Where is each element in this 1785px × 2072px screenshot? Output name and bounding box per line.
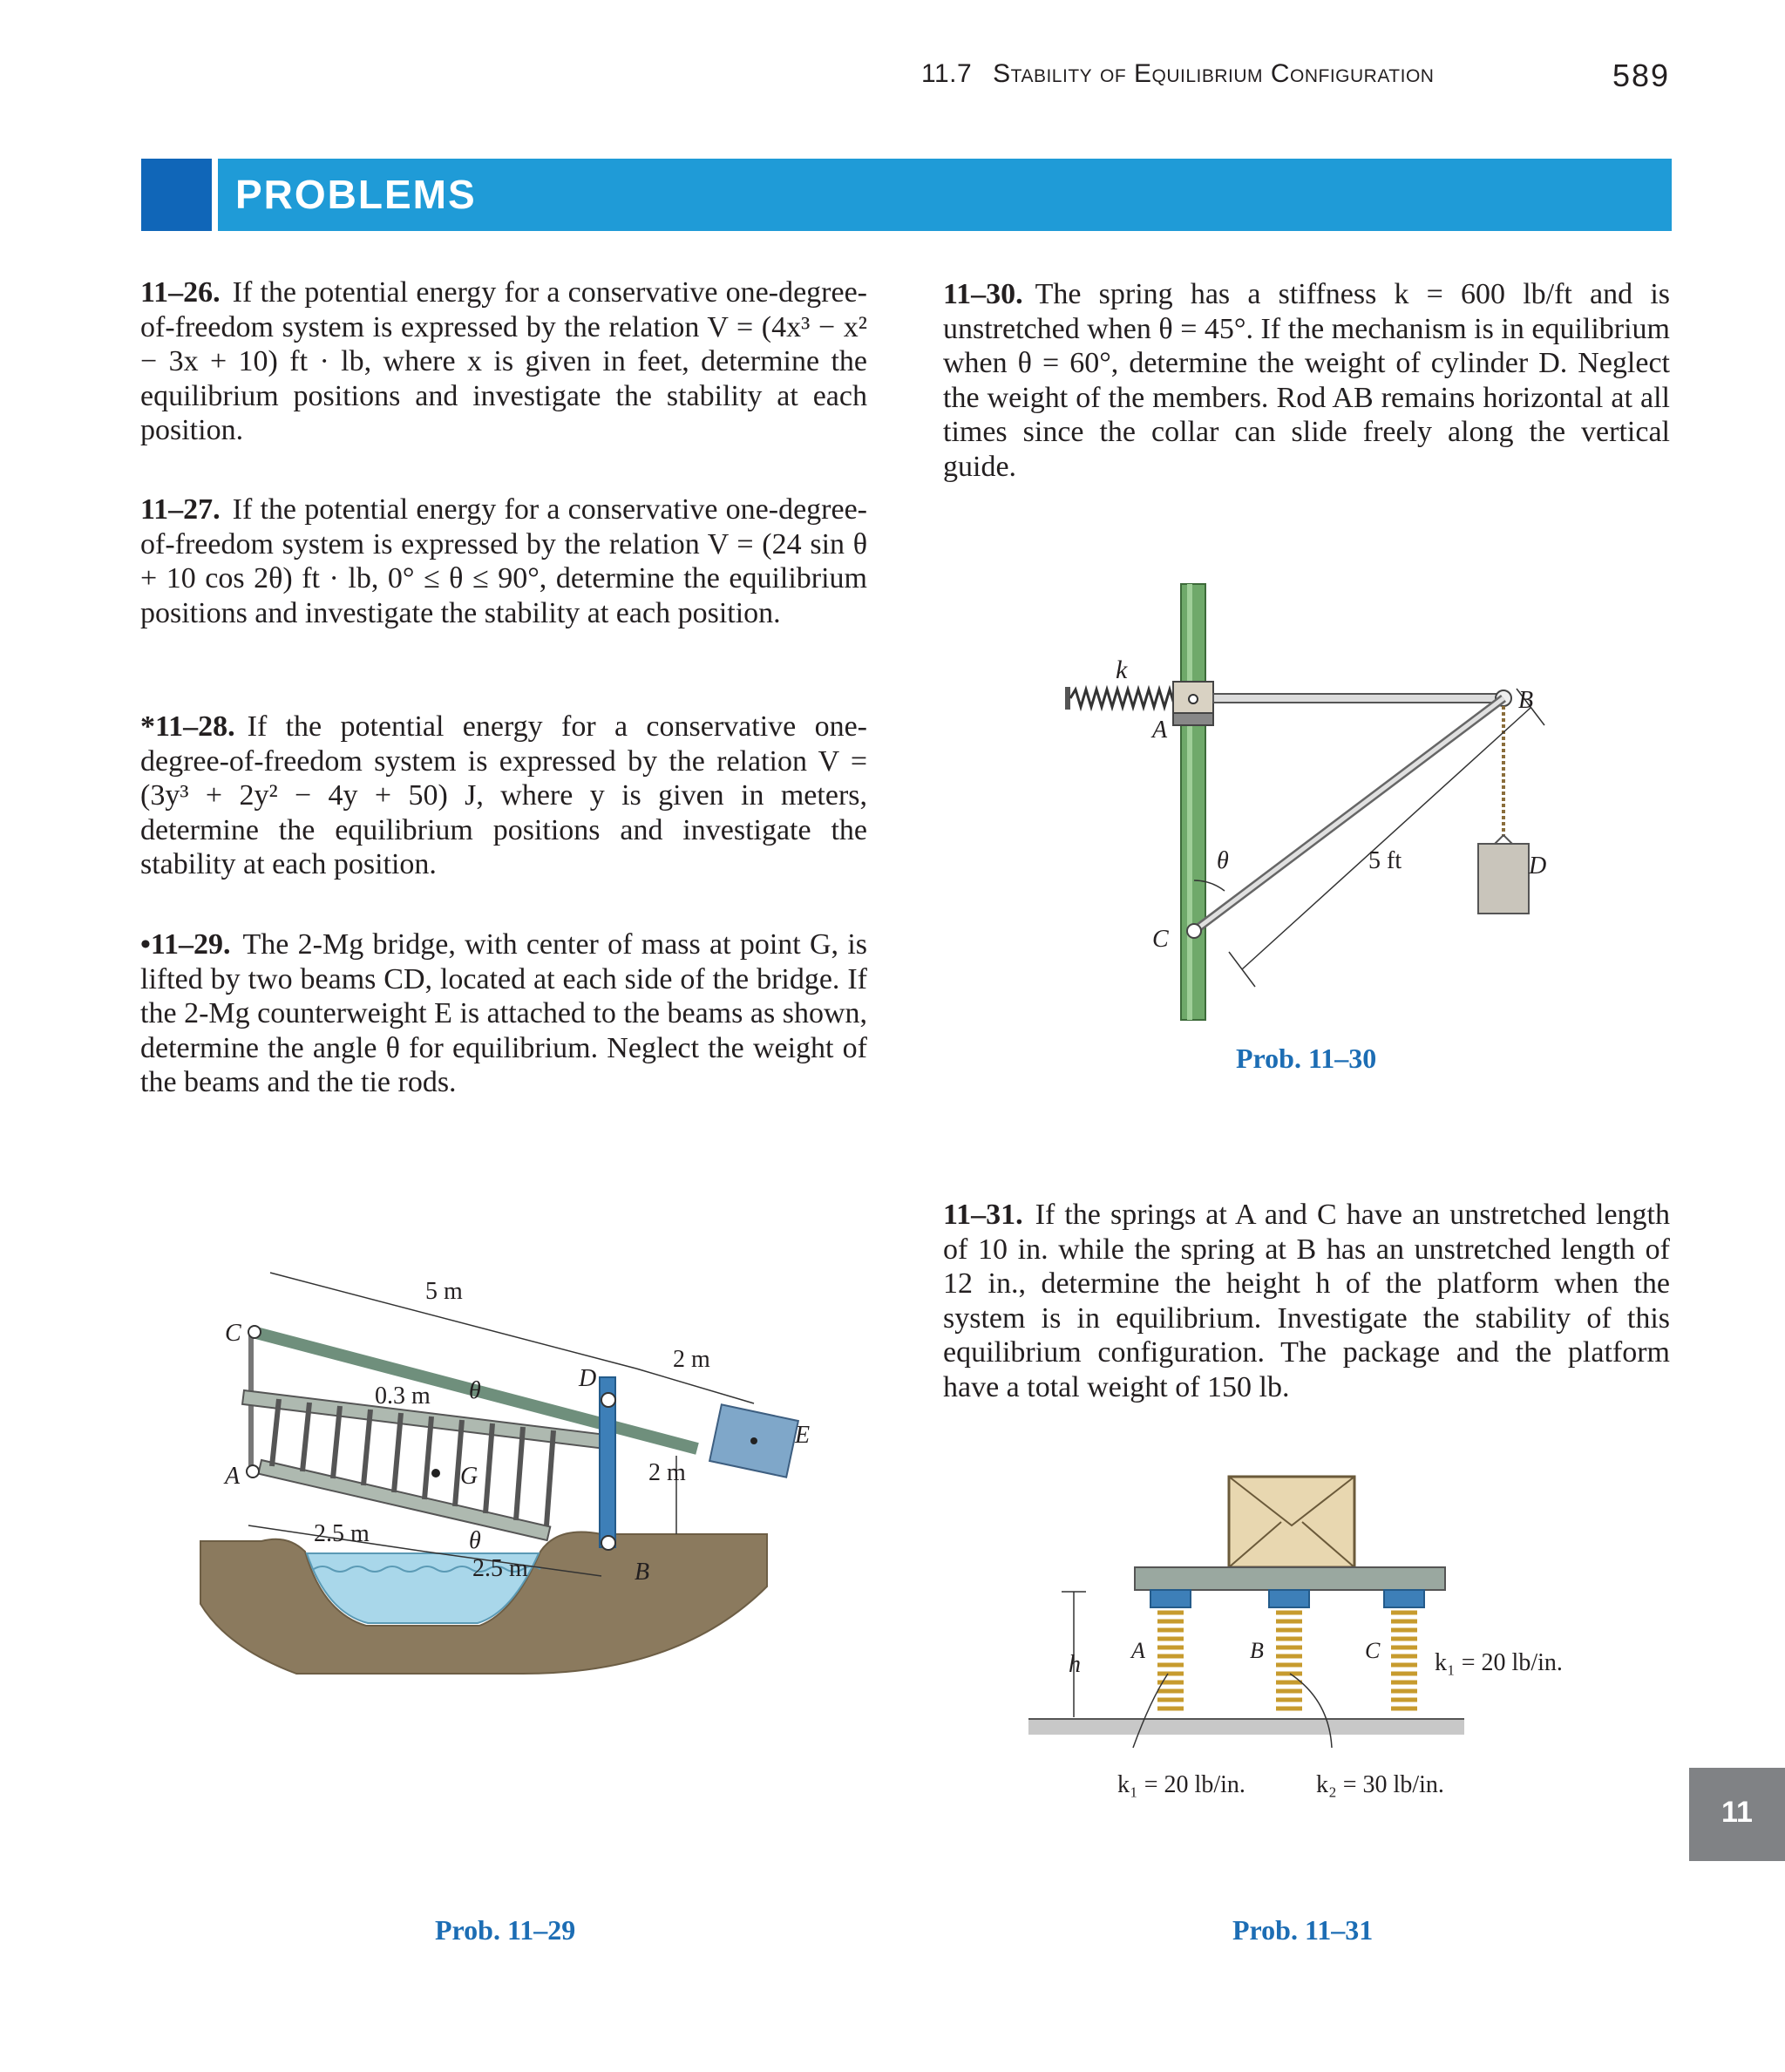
problem-text: The spring has a stiffness k = 600 lb/ft and is unstretched when θ = 45°. If the mechanism is in equilibrium when θ = 60°, determine the weight of cylinder D. Neglect the weight of the members. Rod AB remains horizontal at all times since the collar can slide freely along the vertical guide.: [943, 278, 1670, 483]
label-E: E: [795, 1422, 811, 1449]
figure-prob-11-30: [1046, 567, 1569, 1037]
problem-11-29: [140, 927, 867, 1100]
label-A: A: [1152, 717, 1168, 744]
dim-2-5m-b: 2.5 m: [472, 1555, 528, 1582]
label-theta: θ: [1217, 847, 1229, 874]
label-C: C: [1365, 1638, 1381, 1663]
problem-number: 11–27.: [140, 493, 221, 526]
problem-number: 11–31.: [943, 1199, 1023, 1231]
label-C: C: [1152, 926, 1169, 953]
problem-text: If the potential energy for a conservative one-degree-of-freedom system is expressed by the relation V = (24 sin θ + 10 cos 2θ) ft · lb, 0° ≤ θ ≤ 90°, determine the equilibrium positions and investigate the stability at each position.: [140, 493, 867, 629]
banner-title: PROBLEMS: [235, 172, 477, 217]
label-A: A: [1131, 1638, 1145, 1663]
figure-prob-11-31: [1020, 1464, 1630, 1813]
chapter-tab: [1689, 1768, 1785, 1861]
problems-banner: [218, 159, 1672, 231]
running-header: [921, 59, 1434, 89]
spring-A: [1150, 1590, 1191, 1709]
section-title: Stability of Equilibrium Configuration: [993, 59, 1435, 88]
label-B: B: [635, 1559, 650, 1586]
caption-prob-11-30: Prob. 11–30: [1236, 1043, 1377, 1074]
caption-prob-11-31: Prob. 11–31: [1232, 1914, 1374, 1946]
banner-accent: [141, 159, 212, 231]
problem-11-27: [140, 493, 867, 630]
label-theta-bottom: θ: [469, 1527, 481, 1554]
label-length: 5 ft: [1368, 847, 1402, 874]
chapter-number: 11: [1721, 1796, 1753, 1829]
problem-text: The 2-Mg bridge, with center of mass at point G, is lifted by two beams CD, located at each side of the bridge. If the 2-Mg counterweight E is attached to the beams as shown, determine the angle θ for equilibrium. Neglect the weight of the beams and the tie rods.: [140, 928, 867, 1098]
problem-text: If the springs at A and C have an unstretched length of 10 in. while the spring at B has an unstretched length of 12 in., determine the height h of the platform when the system is in equilibrium. Investigate the stability of this equilibrium configuration. The package and the platform have a total weight of 150 lb.: [943, 1199, 1670, 1403]
dim-2m-side: 2 m: [648, 1459, 686, 1486]
label-A: A: [225, 1463, 241, 1490]
problem-number: •11–29.: [140, 928, 231, 961]
label-k1-right: k₁ = 20 lb/in.: [1435, 1649, 1563, 1676]
page-number: 589: [1612, 58, 1671, 93]
dim-0-3m: 0.3 m: [375, 1382, 431, 1410]
problem-11-26: [140, 275, 867, 448]
dim-2m-top: 2 m: [673, 1346, 710, 1373]
spring-C: [1384, 1590, 1424, 1709]
problem-11-31: [943, 1198, 1670, 1404]
problem-number: 11–30.: [943, 278, 1023, 310]
caption-prob-11-29: Prob. 11–29: [435, 1914, 576, 1946]
label-D: D: [579, 1365, 597, 1392]
problem-number: 11–26.: [140, 276, 221, 309]
label-C: C: [225, 1320, 241, 1347]
problem-text: If the potential energy for a conservative one-degree-of-freedom system is expressed by the relation V = (4x³ − x² − 3x + 10) ft · lb, where x is given in feet, determine the equilibrium positions and investigate the stability at each position.: [140, 276, 867, 446]
label-D: D: [1529, 853, 1547, 880]
label-G: G: [460, 1463, 478, 1490]
dim-2-5m-a: 2.5 m: [314, 1520, 370, 1547]
spring-B: [1269, 1590, 1309, 1709]
problem-number: *11–28.: [140, 710, 235, 743]
label-k2-bottom: k₂ = 30 lb/in.: [1316, 1771, 1444, 1798]
problem-text: If the potential energy for a conservative one-degree-of-freedom system is expressed by the relation V = (3y³ + 2y² − 4y + 50) J, where y is given in meters, determine the equilibrium positions and investigate the stability at each position.: [140, 710, 867, 880]
dim-5m: 5 m: [425, 1278, 463, 1305]
section-number: 11.7: [921, 59, 973, 88]
label-B: B: [1518, 687, 1534, 714]
figure-prob-11-29: [192, 1238, 819, 1691]
label-k1-bottom: k₁ = 20 lb/in.: [1117, 1771, 1245, 1798]
label-h: h: [1069, 1651, 1081, 1678]
label-B: B: [1250, 1638, 1264, 1663]
label-k: k: [1116, 656, 1128, 684]
label-theta-top: θ: [469, 1377, 481, 1404]
problem-11-28: [140, 710, 867, 882]
problem-11-30: [943, 277, 1670, 484]
